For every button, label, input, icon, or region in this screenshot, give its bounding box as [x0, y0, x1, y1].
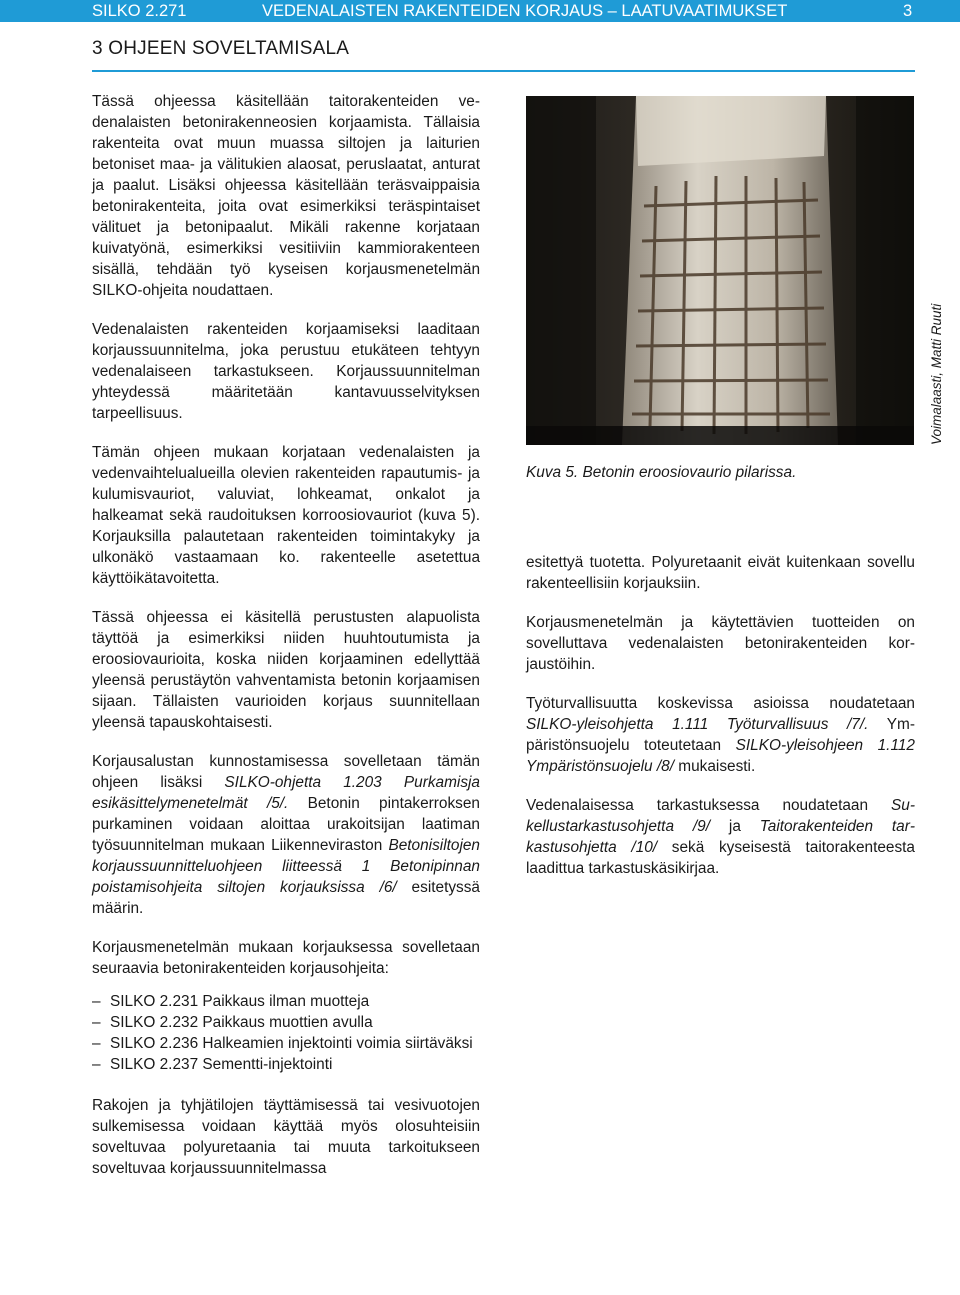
paragraph-repair-plan: Vedenalaisten rakenteiden korjaamiseksi laaditaan korjaussuunnitelma, joka perustuu etukäteen tehtyyn vedenalaiseen tarkastukseen. Korjaussuunnitelman yhteydessä määritetään kantavuusselvityksen tarpeellisuus.: [92, 321, 480, 422]
safety-text-3: mukaisesti.: [674, 758, 756, 775]
paragraph-scope: Tässä ohjeessa käsitellään taitorakenteiden vedenalaisten betonirakenneosien korjaamista. Tällaisia rakenteita ovat muun muassa siltojen ja laiturien betoniset maa- ja välitukien alaosat, peruslaatat, anturat ja paalut. Lisäksi ohjeessa käsitellään teräsvaippaisia betonirakenteita, joita ovat esimerkiksi teräspintaiset välituet ja betonipaalut. Mikäli rakenne korjataan kuivatyönä, esimerkiksi vesitiiviin kammiorakenteen sisällä, tehdään työ kyseisen korjausmenetelmän SILKO-ohjeita noudattaen.: [92, 93, 480, 299]
list-item: – SILKO 2.236 Halkeamien injektointi voimia siirtäväksi: [92, 1033, 480, 1054]
section-divider: [92, 70, 915, 72]
figure-photo-eroded-pillar: [526, 96, 914, 445]
list-item: – SILKO 2.231 Paikkaus ilman muotteja: [92, 991, 480, 1012]
paragraph-damage-types: Tämän ohjeen mukaan korjataan vedenalaisten ja vedenvaihtelualueilla olevien rakenteiden rapautumis- ja kulumisvauriot, valuviat, lohkeamat, onkalot ja halkeamat sekä raudoituksen korroosiovauriot (kuva 5). Korjauksilla palautetaan rakenteiden toimintakyky ja ulkonäkö vastaamaan ko. rakenteelle asetettua käyttöikätavoitetta.: [92, 444, 480, 587]
paragraph-substrate: [92, 751, 480, 919]
inspection-text-3: sekä kyseisestä taitorakenteesta laadittua tarkastuskäsikirjaa.: [526, 839, 915, 877]
list-item: – SILKO 2.232 Paikkaus muottien avulla: [92, 1012, 480, 1033]
paragraph-method-list-intro: Korjausmenetelmän mukaan korjauksessa sovelletaan seuraavia betonirakenteiden korjausohjeita:: [92, 939, 480, 977]
right-column: [526, 552, 915, 897]
running-header: [0, 0, 960, 22]
safety-text-1: Työturvallisuutta koskevissa asioissa noudatetaan: [526, 695, 915, 712]
safety-ref-silko-1112: SILKO-yleisohjeen 1.112 Ympäristönsuojelu /8/: [526, 737, 915, 775]
document-code: SILKO 2.271: [92, 2, 187, 20]
inspection-text-1: Vedenalaisessa tarkastuksessa noudatetaan: [526, 797, 892, 814]
inspection-ref-diving: Sukellustarkastusohjetta /9/: [526, 797, 915, 835]
substrate-ref-silko-1203: SILKO-ohjetta 1.203 Purkamisja esikäsittelymenetelmät /5/.: [92, 774, 480, 812]
inspection-text-2: ja: [710, 818, 760, 835]
safety-ref-silko-1111: SILKO-yleisohjetta 1.111 Työturvallisuus /7/.: [526, 716, 869, 733]
substrate-text-1: Korjausalustan kunnostamisessa sovelletaan tämän ohjeen lisäksi: [92, 753, 480, 791]
left-column: [92, 91, 480, 1197]
substrate-ref-guideline: Betonisiltojen korjaussuunnitteluohjeen liitteessä 1 Betonipinnan poistamisohjeita siltojen korjauksissa /6/: [92, 837, 480, 896]
paragraph-crack-filling: Rakojen ja tyhjätilojen täyttämisessä tai vesivuotojen sulkemisessa voidaan käyttää myös olosuhteisiin soveltuvaa polyuretaania tai muuta tarkoitukseen soveltuvaa korjaussuunnitelmassa: [92, 1097, 480, 1177]
inspection-ref-structures: Taitorakenteiden tarkastusohjetta /10/: [526, 818, 916, 856]
page-number: 3: [903, 2, 913, 20]
method-list: [92, 991, 480, 1075]
substrate-text-3: esitetyssä määrin.: [92, 879, 480, 917]
figure-caption: Kuva 5. Betonin eroosiovaurio pilarissa.: [526, 464, 797, 481]
paragraph-polyurethane: esitettyä tuotetta. Polyuretaanit eivät kuitenkaan sovellu rakenteellisiin korjauksiin.: [526, 554, 915, 592]
substrate-text-2: Betonin pintakerroksen purkaminen voidaan aloittaa urakoitsijan laatiman työsuunnitelman mukaan Liikenneviraston: [92, 795, 480, 854]
paragraph-exclusions: Tässä ohjeessa ei käsitellä perustusten alapuolista täyttöä ja esimerkiksi niiden huuhtoutumista ja eroosiovaurioita, koska niiden korjaaminen edellyttää yleensä perustäytön vahventamista betonin korjaamisen sijaan. Tällaisten vaurioiden korjaus suunnitellaan yleensä tapauskohtaisesti.: [92, 609, 480, 731]
paragraph-suitability: Korjausmenetelmän ja käytettävien tuotteiden on sovelluttava vedenalaisten betonirakenteiden korjaustöihin.: [526, 614, 915, 673]
photo-credit: Voimalaasti, Matti Ruuti: [929, 303, 944, 445]
safety-text-2: Ympäristönsuojelu toteutetaan: [526, 716, 915, 754]
pillar-image: [526, 96, 914, 445]
paragraph-inspection: [526, 795, 915, 879]
list-item: – SILKO 2.237 Sementti-injektointi: [92, 1054, 480, 1075]
section-heading: 3 OHJEEN SOVELTAMISALA: [92, 38, 350, 59]
document-title: VEDENALAISTEN RAKENTEIDEN KORJAUS – LAATUVAATIMUKSET: [262, 2, 788, 20]
paragraph-safety: [526, 693, 915, 777]
